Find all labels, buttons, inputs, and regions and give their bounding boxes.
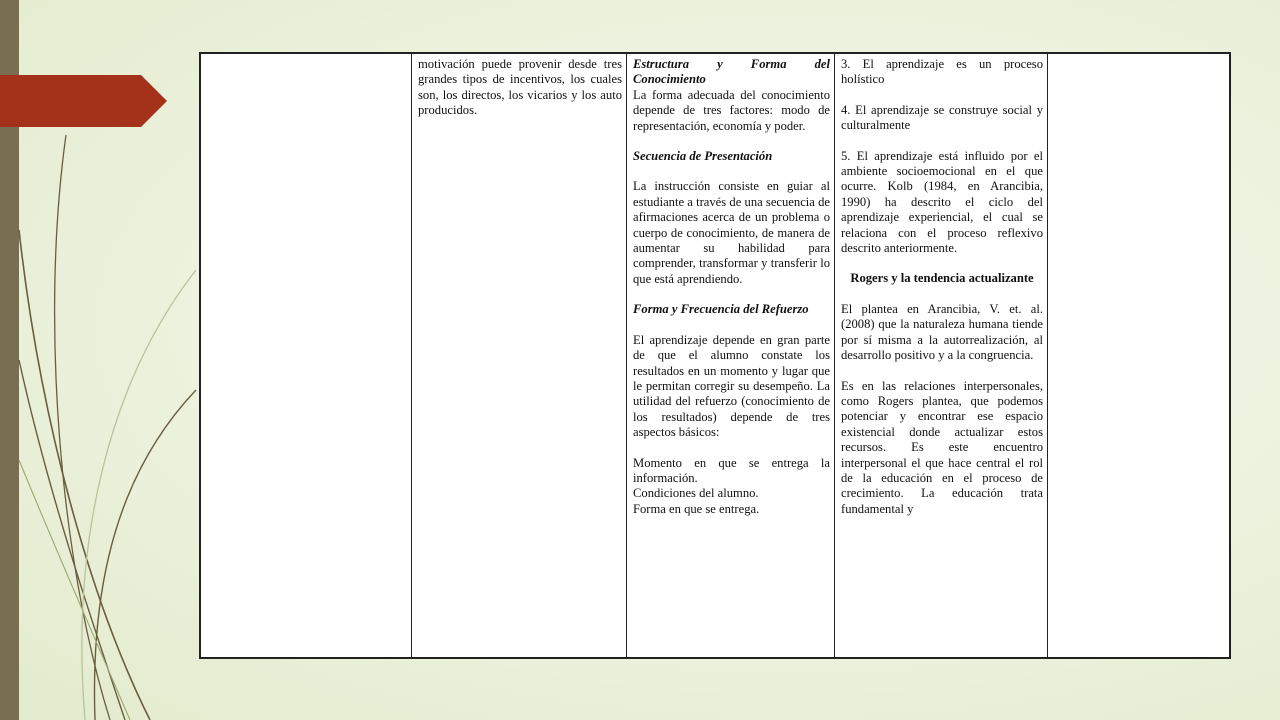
- list-item: Condiciones del alumno.: [633, 486, 759, 501]
- cell-paragraph: El plantea en Arancibia, V. et. al. (2008) que la naturaleza humana tiende por sí misma a la autorrealización, al desarrollo positivo y a la congruencia.: [841, 301, 1043, 363]
- list-item: Forma en que se entrega.: [633, 501, 760, 516]
- subheading-structure: Estructura y Forma del Conocimiento: [633, 57, 830, 87]
- title-arrow-shape: [0, 75, 167, 127]
- subheading-reinforcement: Forma y Frecuencia del Refuerzo: [633, 302, 809, 317]
- subheading-rogers: Rogers y la tendencia actualizante: [850, 271, 1034, 286]
- cell-paragraph: La instrucción consiste en guiar al estudiante a través de una secuencia de afirmaciones acerca de un problema o cuerpo de conocimiento, de manera de aumentar su habilidad para comprender, transformar y transferir lo que está aprendiendo.: [633, 179, 830, 286]
- list-item: Momento en que se entrega la información.: [633, 455, 830, 485]
- subheading-sequence: Secuencia de Presentación: [633, 149, 773, 164]
- cell-paragraph: El aprendizaje depende en gran parte de que el alumno constate los resultados en un momento y lugar que le permitan corregir su desempeño. La utilidad del refuerzo (conocimiento de los resultados) depende de tres aspectos básicos:: [633, 332, 830, 440]
- cell-paragraph: 5. El aprendizaje está influido por el ambiente socioemocional en el que ocurre. Kolb (1984, en Arancibia, 1990) ha descrito el ciclo del aprendizaje experiencial, el cual se relaciona con el proceso reflexivo descrito anteriormente.: [841, 148, 1043, 256]
- table-cell-col5: [1048, 54, 1230, 658]
- cell-paragraph: La forma adecuada del conocimiento depende de tres factores: modo de representación, economía y poder.: [633, 87, 830, 133]
- cell-paragraph: 4. El aprendizaje se construye social y culturalmente: [841, 102, 1043, 133]
- table-row: [201, 54, 1230, 658]
- table-cell-col2: [412, 54, 627, 658]
- table-cell-col3: [627, 54, 835, 658]
- cell-paragraph: Es en las relaciones interpersonales, como Rogers plantea, que podemos potenciar y encontrar ese espacio existencial donde actualizar estos recursos. Es este encuentro interpersonal el que hace central el rol de la educación en el proceso de crecimiento. La educación trata fundamental y: [841, 378, 1043, 516]
- table-cell-col1: [201, 54, 412, 658]
- cell-paragraph: motivación puede provenir desde tres grandes tipos de incentivos, los cuales son, los directos, los vicarios y los auto producidos.: [418, 57, 622, 118]
- table-cell-col4: [835, 54, 1048, 658]
- cell-paragraph: 3. El aprendizaje es un proceso holístico: [841, 57, 1043, 87]
- content-table: [199, 52, 1231, 659]
